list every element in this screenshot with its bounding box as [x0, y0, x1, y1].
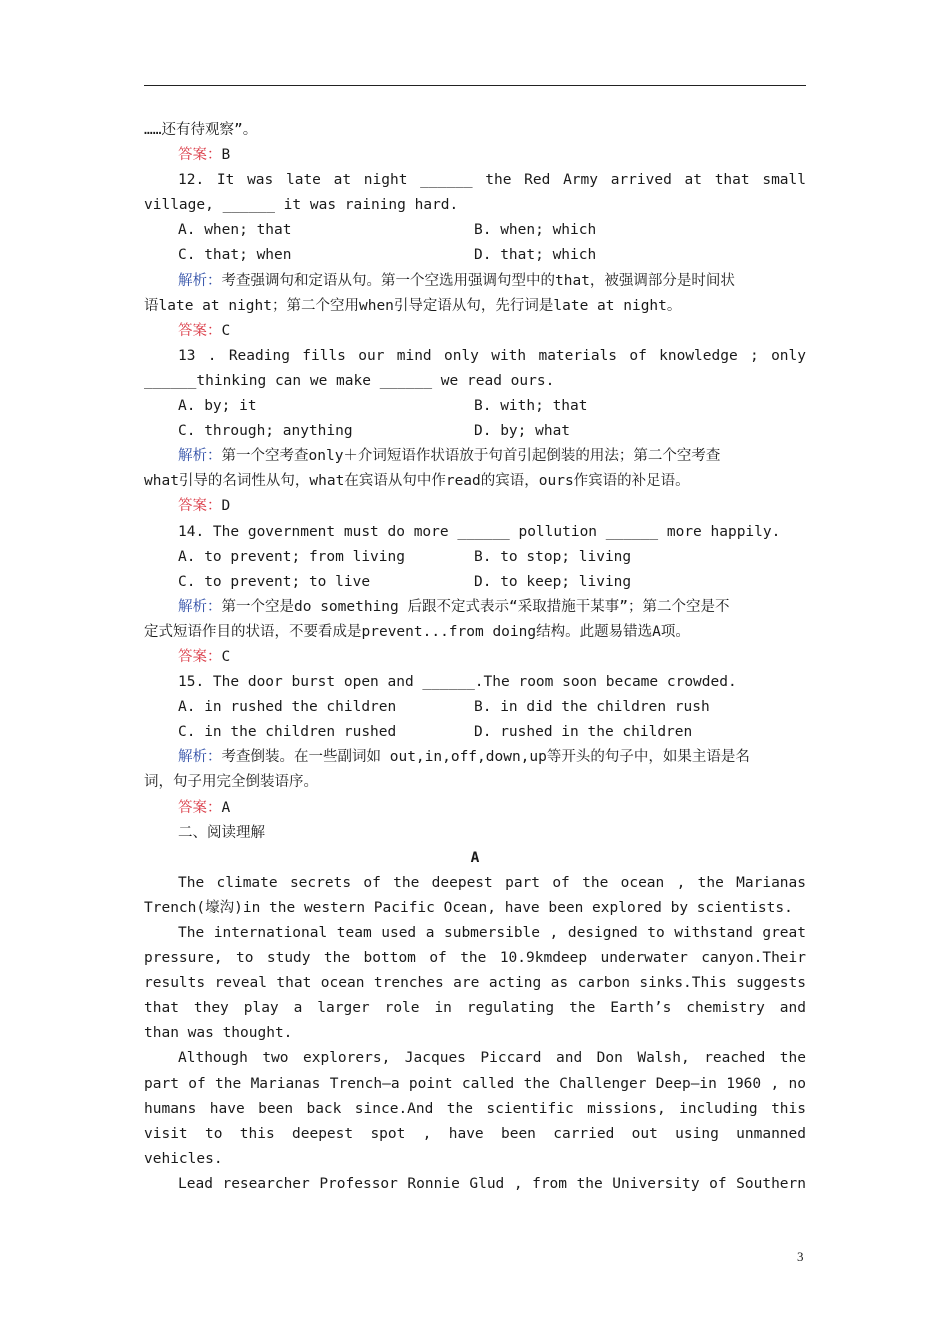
options-row: [144, 570, 806, 595]
section-heading: 二、阅读理解: [178, 824, 265, 841]
analysis-cont: 语late at night；第二个空用when引导定语从句，先行词是late at night。: [144, 297, 682, 314]
question-12: 12. It was late at night ______ the Red Army arrived at that small: [178, 172, 806, 189]
analysis-cont: 定式短语作目的状语，不要看成是prevent...from doing结构。此题易错选A项。: [144, 623, 690, 640]
passage-line: Lead researcher Professor Ronnie Glud , from the University of Southern: [178, 1175, 806, 1192]
passage-title: A: [470, 849, 480, 866]
option-c: C. to prevent; to live: [178, 573, 371, 590]
options-row: [144, 545, 806, 570]
header-rule: [144, 85, 806, 86]
analysis-cont: what引导的名词性从句，what在宾语从句中作read的宾语，ours作宾语的补足语。: [144, 473, 690, 490]
options-row: [144, 394, 806, 419]
passage-line: pressure, to study the bottom of the 10.9kmdeep underwater canyon.Their: [144, 950, 806, 967]
text-line: ……还有待观察”。: [144, 122, 258, 138]
option-b: B. with; that: [474, 398, 588, 415]
option-a: A. to prevent; from living: [178, 548, 405, 565]
answer-line: [144, 645, 806, 670]
answer-value: B: [221, 147, 231, 164]
analysis-line: [144, 745, 806, 770]
passage-line: than was thought.: [144, 1025, 293, 1042]
question-15: 15. The door burst open and ______.The room soon became crowded.: [178, 674, 737, 691]
passage-line: The international team used a submersible , designed to withstand great: [178, 925, 806, 941]
page-number: 3: [797, 1249, 804, 1264]
answer-line: [144, 796, 806, 821]
analysis-text: 考查强调句和定语从句。第一个空选用强调句型中的that，被强调部分是时间状: [221, 272, 735, 289]
analysis-cont: 词，句子用完全倒装语序。: [144, 774, 318, 791]
options-row: [144, 695, 806, 720]
answer-label: 答案：: [178, 498, 222, 515]
answer-value: C: [221, 322, 231, 339]
analysis-label: 解析：: [178, 598, 222, 615]
passage-line: vehicles.: [144, 1150, 223, 1167]
option-c: C. through; anything: [178, 423, 353, 440]
answer-line: [144, 319, 806, 344]
answer-value: A: [221, 799, 231, 816]
passage-line: results reveal that ocean trenches are acting as carbon sinks.This suggests: [144, 975, 806, 992]
analysis-text: 考查倒装。在一些副词如 out,in,off,down,up等开头的句子中，如果主语是名: [221, 749, 750, 766]
option-a: A. when; that: [178, 222, 292, 239]
answer-line: [144, 494, 806, 519]
question-13: 13 . Reading fills our mind only with materials of knowledge ; only: [178, 347, 806, 364]
passage-line: The climate secrets of the deepest part of the ocean , the Marianas: [178, 874, 806, 891]
answer-label: 答案：: [178, 322, 222, 339]
passage-line: Although two explorers, Jacques Piccard and Don Walsh, reached the: [178, 1050, 806, 1067]
question-14: 14. The government must do more ______ pollution ______ more happily.: [178, 523, 781, 540]
options-row: [144, 419, 806, 444]
question-13-cont: ______thinking can we make ______ we read ours.: [144, 372, 555, 389]
answer-label: 答案：: [178, 799, 222, 816]
options-row: [144, 720, 806, 745]
answer-value: D: [221, 498, 231, 515]
answer-label: 答案：: [178, 648, 222, 665]
option-d: D. to keep; living: [474, 573, 632, 590]
option-a: A. in rushed the children: [178, 699, 397, 716]
answer-label: 答案：: [178, 147, 222, 164]
option-c: C. that; when: [178, 247, 292, 264]
option-d: D. that; which: [474, 247, 597, 264]
question-12-cont: village, ______ it was raining hard.: [144, 197, 459, 214]
option-d: D. rushed in the children: [474, 724, 693, 741]
document-body: [144, 118, 806, 1197]
option-d: D. by; what: [474, 423, 571, 440]
option-b: B. in did the children rush: [474, 699, 710, 716]
analysis-label: 解析：: [178, 749, 222, 766]
passage-line: visit to this deepest spot , have been carried out using unmanned: [144, 1125, 806, 1142]
analysis-text: 第一个空是do something 后跟不定式表示“采取措施干某事”；第二个空是不: [221, 598, 730, 615]
options-row: [144, 218, 806, 243]
option-a: A. by; it: [178, 398, 257, 415]
analysis-text: 第一个空考查only＋介词短语作状语放于句首引起倒装的用法；第二个空考查: [221, 448, 721, 465]
option-c: C. in the children rushed: [178, 724, 397, 741]
answer-line: [144, 143, 806, 168]
analysis-line: [144, 595, 806, 620]
passage-line: part of the Marianas Trench—a point called the Challenger Deep—in 1960 , no: [144, 1075, 806, 1092]
answer-value: C: [221, 648, 231, 665]
analysis-line: [144, 444, 806, 469]
passage-line: that they play a larger role in regulating the Earth’s chemistry and: [144, 1000, 806, 1017]
option-b: B. when; which: [474, 222, 597, 239]
passage-line: humans have been back since.And the scientific missions, including this: [144, 1100, 806, 1117]
passage-line: Trench(壕沟)in the western Pacific Ocean, have been explored by scientists.: [144, 899, 793, 916]
options-row: [144, 243, 806, 268]
option-b: B. to stop; living: [474, 548, 632, 565]
analysis-label: 解析：: [178, 448, 222, 465]
analysis-label: 解析：: [178, 272, 222, 289]
analysis-line: [144, 269, 806, 294]
